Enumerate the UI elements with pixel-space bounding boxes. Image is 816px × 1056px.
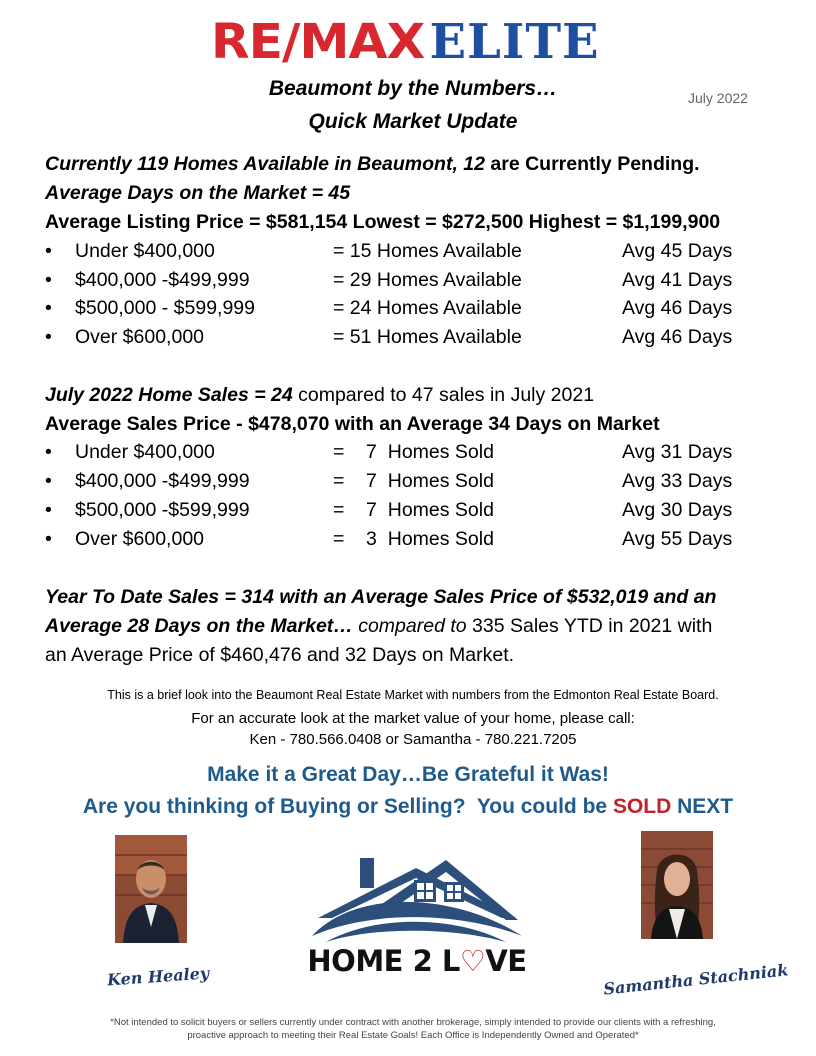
sales-row: • Under $400,000 = 7 Homes Sold Avg 31 Days	[45, 441, 733, 463]
logo-office: ELITE	[429, 14, 600, 70]
heart-icon: ♡	[459, 944, 486, 978]
market-disclaimer: This is a brief look into the Beaumont Real Estate Market with numbers from the Edmonton Real Estate Board.	[107, 688, 719, 702]
listing-row: • $500,000 - $599,999 = 24 Homes Available Avg 46 Days	[45, 297, 733, 319]
report-date: July 2022	[688, 90, 748, 106]
tagline-sold-next: Are you thinking of Buying or Selling? You could be SOLD NEXT	[82, 795, 734, 818]
agent-photo-ken	[115, 835, 187, 943]
listings-price-range: Average Listing Price = $581,154 Lowest = $272,500 Highest = $1,199,900	[45, 211, 721, 233]
sales-avg-price: Average Sales Price - $478,070 with an Average 34 Days on Market	[45, 413, 660, 435]
call-prompt: For an accurate look at the market value of your home, please call:	[191, 710, 635, 727]
listing-row: • Under $400,000 = 15 Homes Available Avg 45 Days	[45, 240, 733, 262]
sales-row: • $400,000 -$499,999 = 7 Homes Sold Avg 33 Days	[45, 470, 733, 492]
home-2-love-wordmark: HOME 2 L♡VE	[307, 944, 527, 978]
listing-row: • Over $600,000 = 51 Homes Available Avg 46 Days	[45, 326, 733, 348]
ytd-comparison: Average 28 Days on the Market… compared to 335 Sales YTD in 2021 with	[45, 615, 713, 637]
agent-photo-samantha	[641, 831, 713, 939]
home-2-love-logo	[306, 848, 528, 978]
footnote-disclaimer: *Not intended to solicit buyers or sellers currently under contract with another brokerage, simply intended to provide our clients with a refreshing, proactive approach to meeting their Real Estate Goals! Each Office is Independently Owned and Operated*	[110, 1017, 716, 1041]
listing-row: • $400,000 -$499,999 = 29 Homes Available Avg 41 Days	[45, 269, 733, 291]
phone-numbers: Ken - 780.566.0408 or Samantha - 780.221.7205	[249, 731, 577, 748]
signature-samantha: Samantha Stachniak	[602, 960, 790, 999]
ytd-avg-price: an Average Price of $460,476 and 32 Days on Market.	[45, 644, 515, 666]
page-subtitle: Quick Market Update	[308, 110, 518, 133]
signature-ken: Ken Healey	[106, 963, 210, 990]
listings-avg-days: Average Days on the Market = 45	[45, 182, 351, 204]
sales-row: • $500,000 -$599,999 = 7 Homes Sold Avg 30 Days	[45, 499, 733, 521]
page-title: Beaumont by the Numbers…	[268, 77, 558, 100]
listings-summary: Currently 119 Homes Available in Beaumont, 12 are Currently Pending.	[45, 153, 700, 175]
sales-row: • Over $600,000 = 3 Homes Sold Avg 55 Days	[45, 528, 733, 550]
sales-summary: July 2022 Home Sales = 24 compared to 47 sales in July 2021	[45, 384, 595, 406]
logo-brand: RE/MAX	[211, 14, 425, 70]
house-icon	[306, 848, 528, 943]
tagline-grateful: Make it a Great Day…Be Grateful it Was!	[207, 763, 609, 786]
ytd-summary: Year To Date Sales = 314 with an Average Sales Price of $532,019 and an	[45, 586, 717, 608]
remax-elite-logo	[0, 14, 816, 70]
